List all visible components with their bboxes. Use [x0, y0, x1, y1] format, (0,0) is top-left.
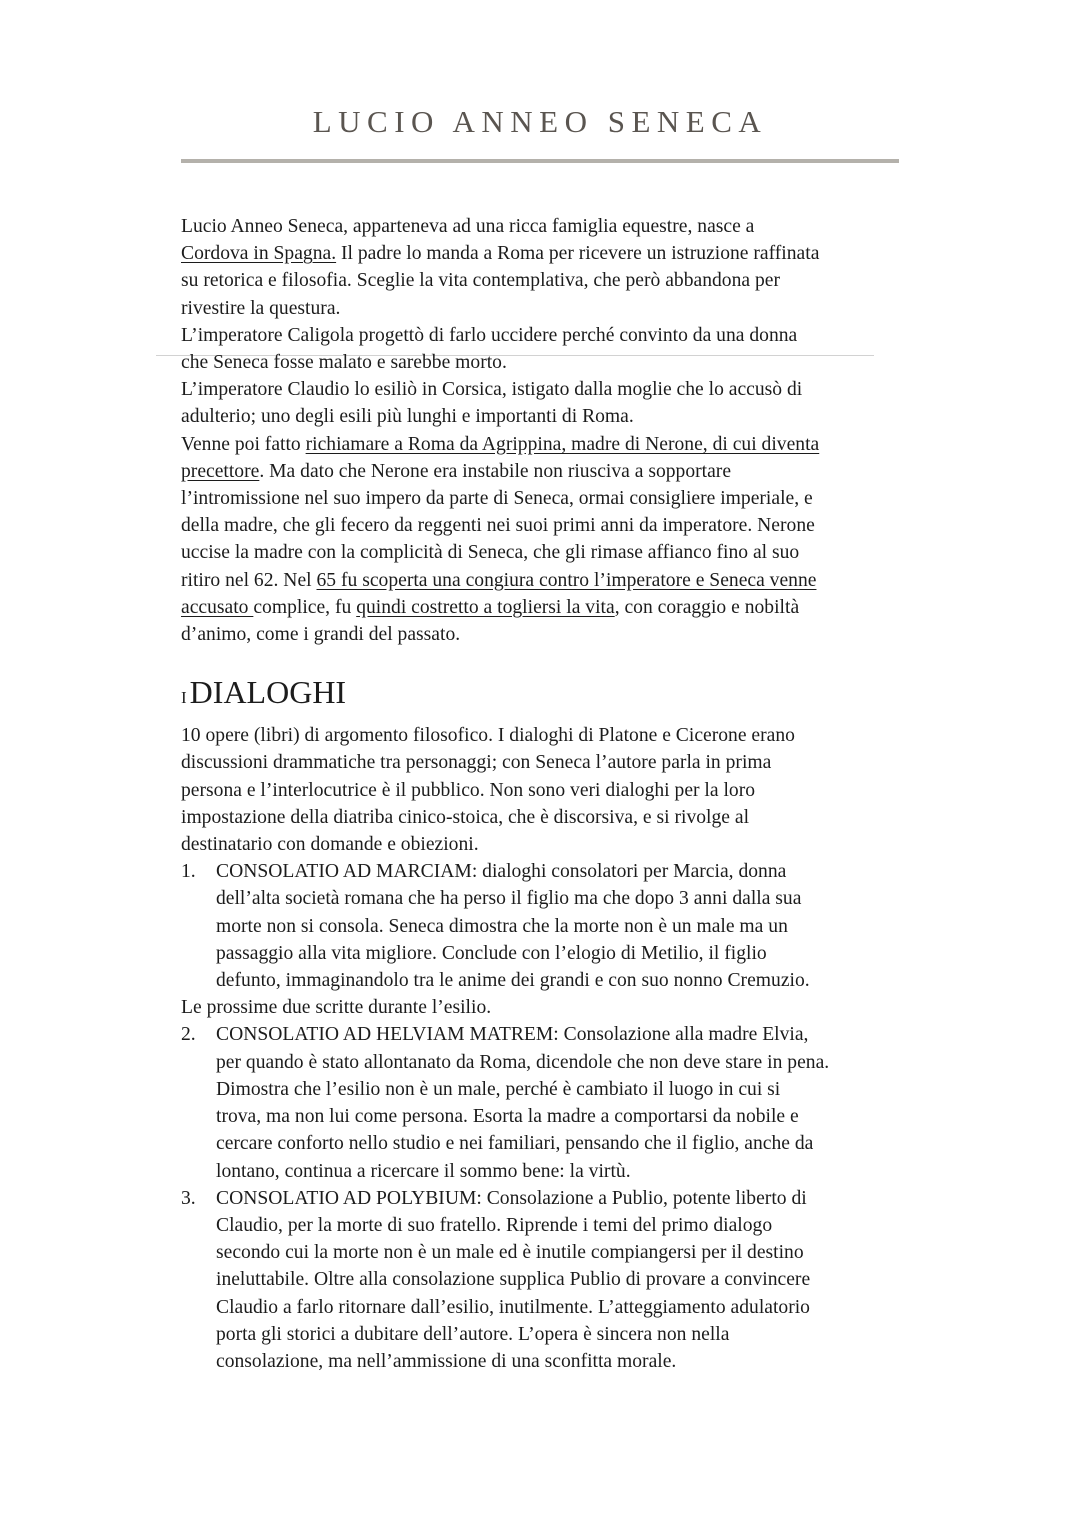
- underlined-text: 65 fu scoperta una congiura contro l’imperatore e Seneca venne: [316, 569, 817, 591]
- intro-line: discussioni drammatiche tra personaggi; con Seneca l’autore parla in prima: [181, 752, 772, 774]
- heading-prefix: I: [181, 688, 187, 708]
- item-line: defunto, immaginandolo tra le anime dei grandi e con suo nonno Cremuzio.: [216, 970, 810, 992]
- bio-text: Venne poi fatto: [181, 433, 306, 455]
- item-line: Dimostra che l’esilio non è un male, perché è cambiato il luogo in cui si: [216, 1078, 781, 1100]
- list-item-consolatio-marciam: [181, 858, 901, 994]
- item-line: CONSOLATIO AD POLYBIUM: Consolazione a Publio, potente liberto di: [216, 1187, 807, 1209]
- between-note: Le prossime due scritte durante l’esilio.: [181, 997, 492, 1019]
- item-line: Claudio, per la morte di suo fratello. Riprende i temi del primo dialogo: [216, 1214, 773, 1236]
- bio-line: della madre, che gli fecero da reggenti nei suoi primi anni da imperatore. Nerone: [181, 515, 815, 537]
- intro-line: persona e l’interlocutrice è il pubblico. Non sono veri dialoghi per la loro: [181, 779, 756, 801]
- item-line: dell’alta società romana che ha perso il figlio ma che dopo 3 anni dalla sua: [216, 888, 802, 910]
- bio-line: L’imperatore Claudio lo esiliò in Corsica, istigato dalla moglie che lo accusò di: [181, 379, 803, 401]
- underlined-text: Cordova in Spagna.: [181, 243, 337, 265]
- item-line: ineluttabile. Oltre alla consolazione supplica Publio di provare a convincere: [216, 1269, 811, 1291]
- bio-text: complice, fu: [253, 596, 357, 618]
- bio-line: L’imperatore Caligola progettò di farlo uccidere perché convinto da una donna: [181, 324, 798, 346]
- underlined-text: quindi costretto a togliersi la vita: [356, 596, 615, 618]
- bio-line: adulterio; uno degli esili più lunghi e importanti di Roma.: [181, 406, 634, 428]
- intro-line: 10 opere (libri) di argomento filosofico. I dialoghi di Platone e Cicerone erano: [181, 725, 795, 747]
- item-line: porta gli storici a dubitare dell’autore. L’opera è sincera non nella: [216, 1323, 730, 1345]
- bio-line: [181, 458, 901, 485]
- item-line: passaggio alla vita migliore. Conclude con l’elogio di Metilio, il figlio: [216, 942, 767, 964]
- bio-text: ritiro nel 62. Nel: [181, 569, 317, 591]
- list-item-text: [216, 1021, 901, 1184]
- biography-section: [181, 213, 901, 648]
- underlined-text: accusato: [181, 596, 254, 618]
- dialoghi-intro: [181, 722, 901, 858]
- list-item-consolatio-polybium: [181, 1185, 901, 1375]
- underlined-text: precettore: [181, 460, 260, 482]
- bio-line: che Seneca fosse malato e sarebbe morto.: [181, 352, 507, 374]
- bio-line: uccise la madre con la complicità di Seneca, che gli rimase affianco fino al suo: [181, 542, 800, 564]
- item-line: cercare conforto nello studio e nei familiari, pensando che il figlio, anche da: [216, 1133, 814, 1155]
- intro-line: destinatario con domande e obiezioni.: [181, 834, 479, 856]
- bio-text: . Ma dato che Nerone era instabile non riusciva a sopportare: [259, 460, 732, 482]
- item-line: CONSOLATIO AD HELVIAM MATREM: Consolazione alla madre Elvia,: [216, 1024, 809, 1046]
- item-line: per quando è stato allontanato da Roma, dicendole che non deve stare in pena.: [216, 1051, 830, 1073]
- list-number: 2.: [181, 1024, 196, 1046]
- list-number: 3.: [181, 1187, 196, 1209]
- bio-text: , con coraggio e nobiltà: [614, 596, 800, 618]
- item-line: Claudio a farlo ritornare dall’esilio, inutilmente. L’atteggiamento adulatorio: [216, 1296, 810, 1318]
- bio-line: Lucio Anneo Seneca, apparteneva ad una ricca famiglia equestre, nasce a: [181, 216, 755, 237]
- item-line: consolazione, ma nell’ammissione di una sconfitta morale.: [216, 1350, 677, 1372]
- bio-text: Il padre lo manda a Roma per ricevere un istruzione raffinata: [336, 243, 820, 265]
- bio-line: [181, 594, 901, 621]
- section-heading-dialoghi: [181, 674, 901, 716]
- item-line: secondo cui la morte non è un male ed è inutile compiangersi per il destino: [216, 1242, 804, 1264]
- heading-text: DIALOGHI: [189, 674, 347, 711]
- item-line: CONSOLATIO AD MARCIAM: dialoghi consolatori per Marcia, donna: [216, 861, 787, 883]
- item-line: lontano, continua a ricercare il sommo bene: la virtù.: [216, 1160, 631, 1182]
- bio-line: l’intromissione nel suo impero da parte di Seneca, ormai consigliere imperiale, e: [181, 488, 813, 510]
- underlined-text: richiamare a Roma da Agrippina, madre di Nerone, di cui diventa: [305, 433, 820, 455]
- document-body: [181, 213, 901, 1375]
- list-item-text: [216, 858, 901, 994]
- item-line: morte non si consola. Seneca dimostra che la morte non è un male ma un: [216, 915, 788, 937]
- bio-line: d’animo, come i grandi del passato.: [181, 624, 461, 646]
- title-divider: [181, 159, 899, 163]
- bio-line: su retorica e filosofia. Sceglie la vita contemplativa, che però abbandona per: [181, 270, 780, 292]
- bio-line: [181, 567, 901, 594]
- bio-line: [181, 240, 901, 267]
- bio-line: rivestire la questura.: [181, 297, 341, 319]
- list-number: 1.: [181, 861, 196, 883]
- item-line: trova, ma non lui come persona. Esorta la madre a comportarsi da nobile e: [216, 1106, 799, 1128]
- bio-line: [181, 431, 901, 458]
- intro-line: impostazione della diatriba cinico-stoica, che è discorsiva, e si rivolge al: [181, 806, 750, 828]
- list-item-consolatio-helviam: [181, 1021, 901, 1184]
- page-title: LUCIO ANNEO SENECA: [312, 104, 768, 139]
- list-item-text: [216, 1185, 901, 1375]
